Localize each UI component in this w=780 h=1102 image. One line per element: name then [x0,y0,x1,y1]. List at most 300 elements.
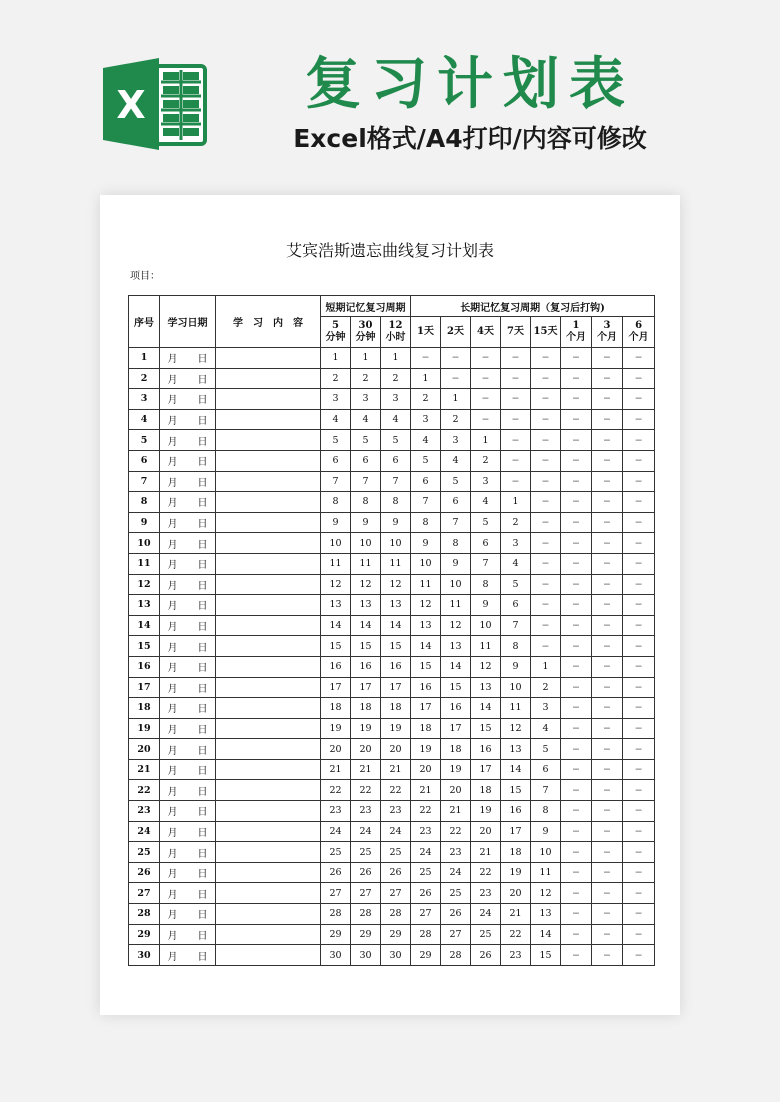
long-review-cell[interactable]: 20 [501,883,531,904]
long-review-cell[interactable]: 14 [441,656,471,677]
study-date-cell[interactable] [160,636,216,657]
study-date-cell[interactable] [160,924,216,945]
long-review-cell[interactable]: 1 [411,368,441,389]
long-review-cell[interactable]: 1 [531,656,561,677]
study-content-cell[interactable] [216,677,321,698]
long-review-cell[interactable]: 9 [471,595,501,616]
long-review-cell[interactable]: − [531,574,561,595]
long-review-cell[interactable]: − [623,759,655,780]
long-review-cell[interactable]: − [441,348,471,369]
long-review-cell[interactable]: 18 [441,739,471,760]
study-date-cell[interactable] [160,574,216,595]
long-review-cell[interactable]: − [471,409,501,430]
long-review-cell[interactable]: − [561,904,592,925]
long-review-cell[interactable]: − [561,656,592,677]
long-review-cell[interactable]: − [623,945,655,966]
long-review-cell[interactable]: − [623,842,655,863]
long-review-cell[interactable]: − [501,450,531,471]
long-review-cell[interactable]: 10 [441,574,471,595]
long-review-cell[interactable]: 25 [411,862,441,883]
long-review-cell[interactable]: 4 [411,430,441,451]
long-review-cell[interactable]: 16 [471,739,501,760]
long-review-cell[interactable]: 3 [471,471,501,492]
long-review-cell[interactable]: 3 [411,409,441,430]
long-review-cell[interactable]: − [561,759,592,780]
long-review-cell[interactable]: − [561,883,592,904]
long-review-cell[interactable]: − [592,677,623,698]
long-review-cell[interactable]: − [623,739,655,760]
long-review-cell[interactable]: − [531,450,561,471]
long-review-cell[interactable]: − [531,615,561,636]
long-review-cell[interactable]: − [411,348,441,369]
long-review-cell[interactable]: 4 [471,492,501,513]
study-date-cell[interactable] [160,883,216,904]
long-review-cell[interactable]: − [561,718,592,739]
long-review-cell[interactable]: − [623,574,655,595]
long-review-cell[interactable]: 20 [411,759,441,780]
long-review-cell[interactable]: 18 [501,842,531,863]
long-review-cell[interactable]: − [592,801,623,822]
long-review-cell[interactable]: 10 [411,553,441,574]
study-content-cell[interactable] [216,471,321,492]
long-review-cell[interactable]: 21 [501,904,531,925]
long-review-cell[interactable]: − [501,430,531,451]
study-date-cell[interactable] [160,409,216,430]
long-review-cell[interactable]: − [592,471,623,492]
long-review-cell[interactable]: 29 [411,945,441,966]
long-review-cell[interactable]: 20 [441,780,471,801]
study-date-cell[interactable] [160,842,216,863]
long-review-cell[interactable]: 13 [531,904,561,925]
study-date-cell[interactable] [160,780,216,801]
long-review-cell[interactable]: 2 [531,677,561,698]
long-review-cell[interactable]: 22 [501,924,531,945]
long-review-cell[interactable]: − [531,533,561,554]
long-review-cell[interactable]: 5 [471,512,501,533]
long-review-cell[interactable]: − [623,409,655,430]
study-date-cell[interactable] [160,698,216,719]
long-review-cell[interactable]: − [501,389,531,410]
long-review-cell[interactable]: − [623,656,655,677]
long-review-cell[interactable]: 8 [531,801,561,822]
long-review-cell[interactable]: 19 [501,862,531,883]
long-review-cell[interactable]: − [623,348,655,369]
long-review-cell[interactable]: − [592,821,623,842]
long-review-cell[interactable]: 17 [501,821,531,842]
long-review-cell[interactable]: − [623,533,655,554]
study-date-cell[interactable] [160,492,216,513]
study-date-cell[interactable] [160,553,216,574]
long-review-cell[interactable]: 18 [411,718,441,739]
long-review-cell[interactable]: 16 [501,801,531,822]
long-review-cell[interactable]: − [623,904,655,925]
long-review-cell[interactable]: 10 [471,615,501,636]
long-review-cell[interactable]: − [592,348,623,369]
long-review-cell[interactable]: 14 [471,698,501,719]
long-review-cell[interactable]: 17 [471,759,501,780]
long-review-cell[interactable]: − [441,368,471,389]
long-review-cell[interactable]: − [561,430,592,451]
study-date-cell[interactable] [160,739,216,760]
long-review-cell[interactable]: 8 [441,533,471,554]
long-review-cell[interactable]: 15 [531,945,561,966]
long-review-cell[interactable]: − [623,492,655,513]
long-review-cell[interactable]: 8 [501,636,531,657]
long-review-cell[interactable]: 13 [411,615,441,636]
long-review-cell[interactable]: 25 [441,883,471,904]
study-date-cell[interactable] [160,533,216,554]
long-review-cell[interactable]: − [623,718,655,739]
long-review-cell[interactable]: 4 [531,718,561,739]
long-review-cell[interactable]: − [531,553,561,574]
study-content-cell[interactable] [216,924,321,945]
study-content-cell[interactable] [216,348,321,369]
long-review-cell[interactable]: 16 [441,698,471,719]
long-review-cell[interactable]: − [561,801,592,822]
study-content-cell[interactable] [216,759,321,780]
long-review-cell[interactable]: − [623,780,655,801]
study-date-cell[interactable] [160,430,216,451]
long-review-cell[interactable]: 23 [441,842,471,863]
long-review-cell[interactable]: − [561,615,592,636]
long-review-cell[interactable]: − [561,698,592,719]
long-review-cell[interactable]: − [623,512,655,533]
long-review-cell[interactable]: − [471,389,501,410]
long-review-cell[interactable]: − [623,677,655,698]
long-review-cell[interactable]: − [561,389,592,410]
long-review-cell[interactable]: 26 [411,883,441,904]
long-review-cell[interactable]: 2 [471,450,501,471]
long-review-cell[interactable]: − [561,574,592,595]
study-date-cell[interactable] [160,759,216,780]
long-review-cell[interactable]: − [592,739,623,760]
long-review-cell[interactable]: 22 [441,821,471,842]
long-review-cell[interactable]: 28 [441,945,471,966]
long-review-cell[interactable]: 7 [501,615,531,636]
study-content-cell[interactable] [216,450,321,471]
long-review-cell[interactable]: − [561,821,592,842]
study-content-cell[interactable] [216,574,321,595]
long-review-cell[interactable]: 6 [441,492,471,513]
long-review-cell[interactable]: 4 [501,553,531,574]
long-review-cell[interactable]: − [561,924,592,945]
long-review-cell[interactable]: − [592,759,623,780]
long-review-cell[interactable]: − [561,677,592,698]
long-review-cell[interactable]: − [623,862,655,883]
study-content-cell[interactable] [216,656,321,677]
long-review-cell[interactable]: − [592,512,623,533]
long-review-cell[interactable]: − [501,409,531,430]
long-review-cell[interactable]: 5 [501,574,531,595]
long-review-cell[interactable]: 8 [411,512,441,533]
long-review-cell[interactable]: 12 [501,718,531,739]
long-review-cell[interactable]: − [592,780,623,801]
long-review-cell[interactable]: 19 [441,759,471,780]
long-review-cell[interactable]: − [623,615,655,636]
study-content-cell[interactable] [216,718,321,739]
long-review-cell[interactable]: 23 [501,945,531,966]
long-review-cell[interactable]: − [592,924,623,945]
long-review-cell[interactable]: − [561,533,592,554]
long-review-cell[interactable]: 24 [441,862,471,883]
long-review-cell[interactable]: 14 [501,759,531,780]
long-review-cell[interactable]: − [561,636,592,657]
long-review-cell[interactable]: 7 [531,780,561,801]
long-review-cell[interactable]: 10 [501,677,531,698]
long-review-cell[interactable]: 19 [471,801,501,822]
study-date-cell[interactable] [160,862,216,883]
long-review-cell[interactable]: − [592,389,623,410]
study-content-cell[interactable] [216,368,321,389]
long-review-cell[interactable]: 7 [471,553,501,574]
study-content-cell[interactable] [216,512,321,533]
long-review-cell[interactable]: − [592,409,623,430]
long-review-cell[interactable]: − [592,574,623,595]
long-review-cell[interactable]: 2 [501,512,531,533]
study-date-cell[interactable] [160,904,216,925]
long-review-cell[interactable]: − [561,512,592,533]
long-review-cell[interactable]: 26 [441,904,471,925]
long-review-cell[interactable]: 8 [471,574,501,595]
long-review-cell[interactable]: − [623,924,655,945]
long-review-cell[interactable]: 15 [441,677,471,698]
study-content-cell[interactable] [216,883,321,904]
long-review-cell[interactable]: 24 [471,904,501,925]
long-review-cell[interactable]: 12 [441,615,471,636]
study-content-cell[interactable] [216,430,321,451]
long-review-cell[interactable]: − [531,492,561,513]
study-content-cell[interactable] [216,862,321,883]
study-date-cell[interactable] [160,595,216,616]
long-review-cell[interactable]: − [531,348,561,369]
long-review-cell[interactable]: − [592,718,623,739]
long-review-cell[interactable]: 17 [411,698,441,719]
long-review-cell[interactable]: 6 [531,759,561,780]
long-review-cell[interactable]: 20 [471,821,501,842]
long-review-cell[interactable]: − [471,348,501,369]
long-review-cell[interactable]: 6 [471,533,501,554]
long-review-cell[interactable]: 3 [531,698,561,719]
long-review-cell[interactable]: 5 [531,739,561,760]
long-review-cell[interactable]: 2 [411,389,441,410]
long-review-cell[interactable]: − [531,430,561,451]
study-content-cell[interactable] [216,389,321,410]
long-review-cell[interactable]: − [592,450,623,471]
long-review-cell[interactable]: 13 [471,677,501,698]
study-content-cell[interactable] [216,533,321,554]
long-review-cell[interactable]: 18 [471,780,501,801]
long-review-cell[interactable]: − [592,656,623,677]
study-content-cell[interactable] [216,636,321,657]
long-review-cell[interactable]: − [531,512,561,533]
long-review-cell[interactable]: 3 [501,533,531,554]
long-review-cell[interactable]: 15 [471,718,501,739]
study-date-cell[interactable] [160,615,216,636]
study-date-cell[interactable] [160,389,216,410]
long-review-cell[interactable]: − [501,348,531,369]
long-review-cell[interactable]: − [592,862,623,883]
long-review-cell[interactable]: − [561,409,592,430]
study-date-cell[interactable] [160,801,216,822]
long-review-cell[interactable]: 10 [531,842,561,863]
long-review-cell[interactable]: 11 [531,862,561,883]
long-review-cell[interactable]: 14 [531,924,561,945]
long-review-cell[interactable]: 27 [411,904,441,925]
long-review-cell[interactable]: 15 [501,780,531,801]
study-content-cell[interactable] [216,595,321,616]
long-review-cell[interactable]: 11 [501,698,531,719]
study-date-cell[interactable] [160,821,216,842]
long-review-cell[interactable]: − [592,615,623,636]
long-review-cell[interactable]: − [592,698,623,719]
study-content-cell[interactable] [216,698,321,719]
long-review-cell[interactable]: − [501,471,531,492]
study-content-cell[interactable] [216,780,321,801]
study-date-cell[interactable] [160,718,216,739]
long-review-cell[interactable]: − [592,492,623,513]
long-review-cell[interactable]: 25 [471,924,501,945]
long-review-cell[interactable]: 13 [501,739,531,760]
long-review-cell[interactable]: 6 [501,595,531,616]
long-review-cell[interactable]: − [623,450,655,471]
long-review-cell[interactable]: 1 [441,389,471,410]
long-review-cell[interactable]: − [531,471,561,492]
long-review-cell[interactable]: 11 [441,595,471,616]
long-review-cell[interactable]: 4 [441,450,471,471]
long-review-cell[interactable]: − [592,904,623,925]
long-review-cell[interactable]: − [623,389,655,410]
long-review-cell[interactable]: 16 [411,677,441,698]
long-review-cell[interactable]: − [623,636,655,657]
long-review-cell[interactable]: 5 [441,471,471,492]
long-review-cell[interactable]: − [561,553,592,574]
long-review-cell[interactable]: 15 [411,656,441,677]
long-review-cell[interactable]: − [531,409,561,430]
long-review-cell[interactable]: 17 [441,718,471,739]
study-content-cell[interactable] [216,492,321,513]
study-content-cell[interactable] [216,615,321,636]
study-content-cell[interactable] [216,801,321,822]
long-review-cell[interactable]: 7 [411,492,441,513]
long-review-cell[interactable]: − [623,595,655,616]
long-review-cell[interactable]: 21 [471,842,501,863]
long-review-cell[interactable]: 12 [471,656,501,677]
long-review-cell[interactable]: 9 [411,533,441,554]
long-review-cell[interactable]: − [561,368,592,389]
long-review-cell[interactable]: 9 [501,656,531,677]
long-review-cell[interactable]: 12 [411,595,441,616]
long-review-cell[interactable]: − [623,471,655,492]
long-review-cell[interactable]: 22 [471,862,501,883]
long-review-cell[interactable]: − [592,368,623,389]
long-review-cell[interactable]: 21 [441,801,471,822]
long-review-cell[interactable]: − [623,821,655,842]
long-review-cell[interactable]: 22 [411,801,441,822]
long-review-cell[interactable]: − [561,450,592,471]
study-content-cell[interactable] [216,904,321,925]
long-review-cell[interactable]: − [623,368,655,389]
long-review-cell[interactable]: 24 [411,842,441,863]
long-review-cell[interactable]: − [592,430,623,451]
long-review-cell[interactable]: − [471,368,501,389]
long-review-cell[interactable]: − [623,430,655,451]
long-review-cell[interactable]: − [592,595,623,616]
long-review-cell[interactable]: 7 [441,512,471,533]
long-review-cell[interactable]: 14 [411,636,441,657]
long-review-cell[interactable]: − [501,368,531,389]
long-review-cell[interactable]: 21 [411,780,441,801]
study-date-cell[interactable] [160,677,216,698]
long-review-cell[interactable]: − [592,883,623,904]
long-review-cell[interactable]: − [561,780,592,801]
long-review-cell[interactable]: − [531,368,561,389]
long-review-cell[interactable]: − [561,348,592,369]
long-review-cell[interactable]: 2 [441,409,471,430]
long-review-cell[interactable]: 23 [411,821,441,842]
long-review-cell[interactable]: 23 [471,883,501,904]
long-review-cell[interactable]: 1 [471,430,501,451]
long-review-cell[interactable]: − [561,945,592,966]
study-date-cell[interactable] [160,945,216,966]
long-review-cell[interactable]: 11 [471,636,501,657]
long-review-cell[interactable]: 19 [411,739,441,760]
long-review-cell[interactable]: 12 [531,883,561,904]
study-date-cell[interactable] [160,656,216,677]
long-review-cell[interactable]: 28 [411,924,441,945]
study-date-cell[interactable] [160,368,216,389]
long-review-cell[interactable]: 6 [411,471,441,492]
long-review-cell[interactable]: 1 [501,492,531,513]
long-review-cell[interactable]: − [623,801,655,822]
study-content-cell[interactable] [216,409,321,430]
study-content-cell[interactable] [216,821,321,842]
long-review-cell[interactable]: 5 [411,450,441,471]
study-content-cell[interactable] [216,842,321,863]
long-review-cell[interactable]: − [531,595,561,616]
long-review-cell[interactable]: − [531,636,561,657]
long-review-cell[interactable]: 9 [531,821,561,842]
long-review-cell[interactable]: − [623,553,655,574]
long-review-cell[interactable]: − [561,471,592,492]
long-review-cell[interactable]: − [561,595,592,616]
long-review-cell[interactable]: 27 [441,924,471,945]
long-review-cell[interactable]: − [592,945,623,966]
long-review-cell[interactable]: − [561,739,592,760]
study-date-cell[interactable] [160,450,216,471]
study-content-cell[interactable] [216,945,321,966]
long-review-cell[interactable]: − [592,636,623,657]
long-review-cell[interactable]: − [531,389,561,410]
study-date-cell[interactable] [160,512,216,533]
long-review-cell[interactable]: − [623,698,655,719]
long-review-cell[interactable]: 3 [441,430,471,451]
long-review-cell[interactable]: − [561,842,592,863]
study-content-cell[interactable] [216,739,321,760]
long-review-cell[interactable]: − [561,862,592,883]
long-review-cell[interactable]: − [592,533,623,554]
long-review-cell[interactable]: 26 [471,945,501,966]
long-review-cell[interactable]: − [561,492,592,513]
long-review-cell[interactable]: 13 [441,636,471,657]
long-review-cell[interactable]: − [592,553,623,574]
study-content-cell[interactable] [216,553,321,574]
long-review-cell[interactable]: 11 [411,574,441,595]
study-date-cell[interactable] [160,471,216,492]
study-date-cell[interactable] [160,348,216,369]
long-review-cell[interactable]: 9 [441,553,471,574]
long-review-cell[interactable]: − [592,842,623,863]
long-review-cell[interactable]: − [623,883,655,904]
